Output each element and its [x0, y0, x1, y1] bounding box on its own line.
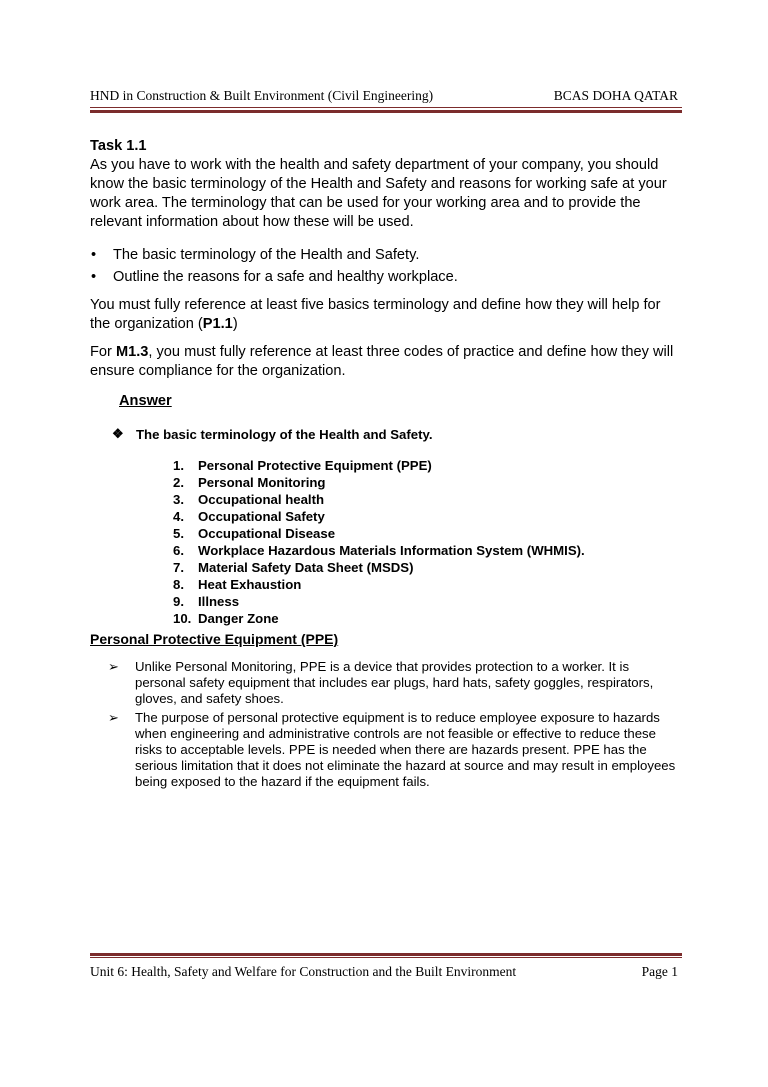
bullet-dot-icon: •: [91, 247, 97, 263]
header-left: HND in Construction & Built Environment (Civil Engineering): [90, 88, 434, 103]
list-item: 8. Heat Exhaustion: [173, 577, 302, 592]
list-item: 1. Personal Protective Equipment (PPE): [173, 458, 432, 473]
list-item: 2. Personal Monitoring: [173, 475, 326, 490]
terminology-list: [173, 457, 680, 627]
task-title: Task 1.1: [90, 138, 147, 154]
arrow-bullet-icon: ➢: [108, 659, 120, 674]
task-para-m13: For M1.3, you must fully reference at least three codes of practice and define how they will ensure compliance for the organization.: [90, 344, 674, 379]
list-item: 7. Material Safety Data Sheet (MSDS): [173, 560, 414, 575]
header-rule-thick: [90, 110, 682, 113]
page-header: [90, 88, 678, 104]
arrow-bullet-icon: ➢: [108, 710, 120, 725]
bullet-dot-icon: •: [91, 269, 97, 285]
main-content: [90, 137, 680, 793]
four-diamond-icon: ❖: [112, 426, 124, 441]
header-right: BCAS DOHA QATAR: [553, 88, 678, 103]
footer-rule-thin: [90, 957, 682, 958]
page-footer: [90, 964, 678, 980]
list-item: 4. Occupational Safety: [173, 509, 325, 524]
list-item: • Outline the reasons for a safe and healthy workplace.: [91, 269, 458, 285]
ppe-section-title: Personal Protective Equipment (PPE): [90, 631, 339, 647]
footer-left: Unit 6: Health, Safety and Welfare for Construction and the Built Environment: [90, 964, 517, 979]
task-bullets: [90, 246, 680, 287]
list-item: ➢ The purpose of personal protective equipment is to reduce employee exposure to hazards when engineering and administrative controls are not feasible or effective to reduce these risks to acceptable levels. PPE is needed when there are hazards present. PPE has the serious limitation that it does not eliminate the hazard at source and may result in employees being exposed to the hazard if the equipment fails.: [108, 710, 676, 789]
list-item: 10. Danger Zone: [173, 611, 279, 626]
list-item: 9. Illness: [173, 594, 240, 609]
page-number: Page 1: [641, 964, 678, 979]
list-item: ➢ Unlike Personal Monitoring, PPE is a device that provides protection to a worker. It is personal safety equipment that includes ear plugs, hard hats, safety goggles, respirators, gloves, and safety shoes.: [108, 659, 654, 706]
footer-rule-thick: [90, 953, 682, 956]
answer-heading: ❖ The basic terminology of the Health and Safety.: [112, 426, 433, 442]
ppe-points: [108, 659, 680, 790]
task-intro: As you have to work with the health and safety department of your company, you should know the basic terminology of the Health and Safety and reasons for working safe at your work area. The terminology that can be used for your working area and to provide the relevant information about how these will be used.: [90, 157, 667, 230]
header-rule-thin: [90, 107, 682, 108]
list-item: 6. Workplace Hazardous Materials Information System (WHMIS).: [173, 543, 585, 558]
list-item: 3. Occupational health: [173, 492, 325, 507]
list-item: • The basic terminology of the Health and Safety.: [91, 247, 420, 263]
answer-label: Answer: [119, 393, 172, 409]
list-item: 5. Occupational Disease: [173, 526, 336, 541]
task-para-p11: You must fully reference at least five basics terminology and define how they will help for the organization (P1.1): [90, 297, 661, 332]
